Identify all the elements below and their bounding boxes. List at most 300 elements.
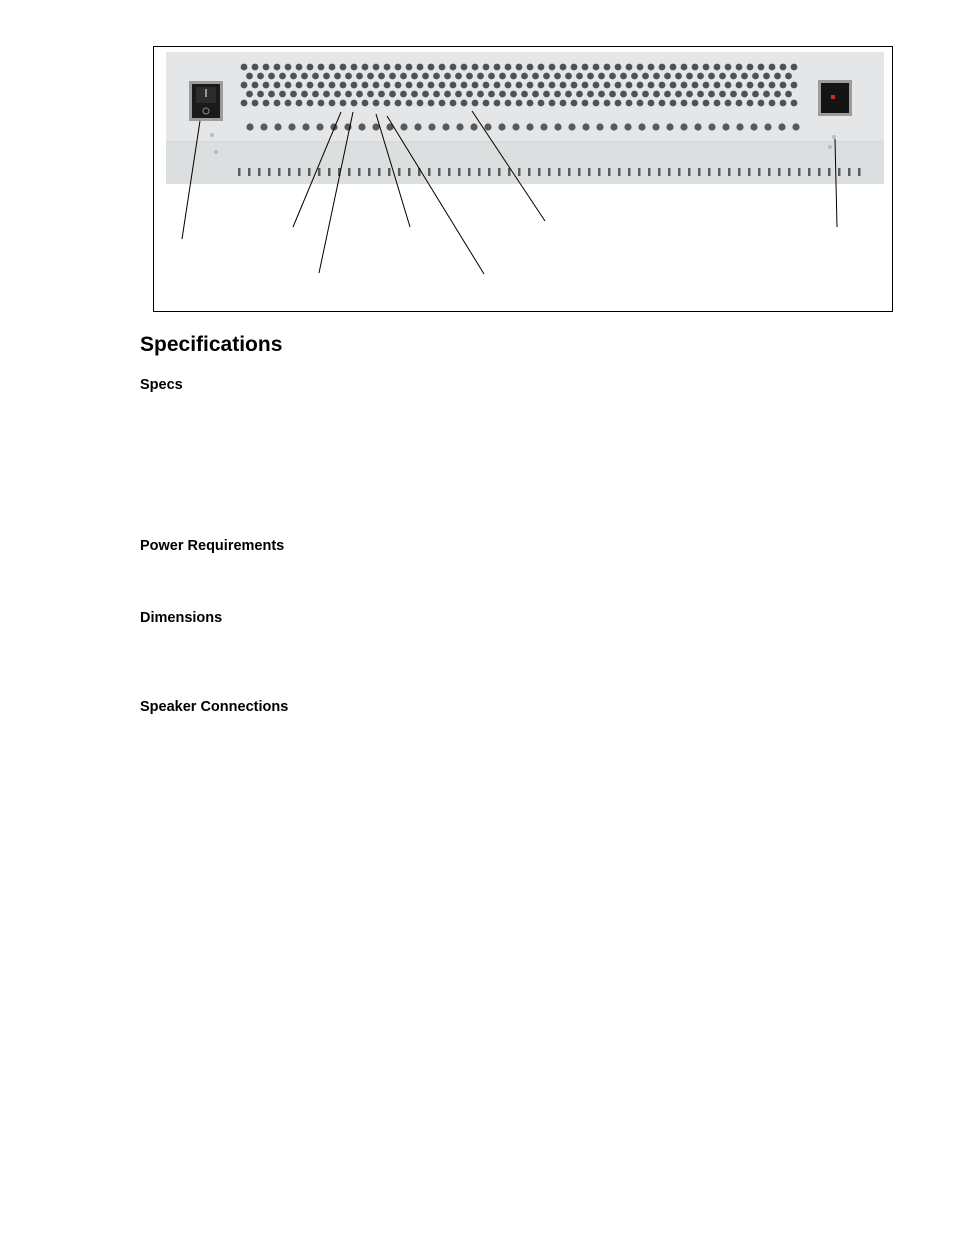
grille-hole xyxy=(246,73,253,80)
grille-hole xyxy=(626,100,633,107)
grille-hole xyxy=(780,82,787,89)
grille-hole xyxy=(692,82,699,89)
grille-hole xyxy=(604,100,611,107)
grille-hole xyxy=(263,64,270,71)
grille-hole xyxy=(593,100,600,107)
grille-hole xyxy=(532,91,539,98)
vent-slot xyxy=(388,168,391,176)
grille-hole xyxy=(499,91,506,98)
grille-hole xyxy=(708,123,715,130)
grille-hole xyxy=(596,123,603,130)
grille-hole xyxy=(477,91,484,98)
grille-hole xyxy=(329,82,336,89)
grille-hole xyxy=(774,91,781,98)
grille-hole xyxy=(351,100,358,107)
vent-slot xyxy=(648,168,651,176)
grille-hole xyxy=(505,82,512,89)
grille-hole xyxy=(615,64,622,71)
grille-hole xyxy=(598,73,605,80)
vent-slot xyxy=(608,168,611,176)
grille-hole xyxy=(510,91,517,98)
grille-hole xyxy=(307,64,314,71)
grille-hole xyxy=(428,82,435,89)
grille-hole xyxy=(764,123,771,130)
grille-hole xyxy=(318,64,325,71)
grille-hole xyxy=(378,73,385,80)
vent-slot xyxy=(458,168,461,176)
grille-hole xyxy=(752,91,759,98)
grille-hole xyxy=(670,82,677,89)
vent-slot xyxy=(728,168,731,176)
grille-hole xyxy=(477,73,484,80)
vent-slot xyxy=(668,168,671,176)
grille-hole xyxy=(279,73,286,80)
vent-slot xyxy=(808,168,811,176)
grille-hole xyxy=(512,123,519,130)
grille-hole xyxy=(241,100,248,107)
grille-hole xyxy=(736,64,743,71)
vent-slot xyxy=(438,168,441,176)
grille-hole xyxy=(670,64,677,71)
grille-hole xyxy=(334,73,341,80)
grille-hole xyxy=(329,64,336,71)
grille-hole xyxy=(395,64,402,71)
subheading-specs: Specs xyxy=(140,377,183,393)
grille-hole xyxy=(362,64,369,71)
grille-hole xyxy=(290,73,297,80)
grille-hole xyxy=(472,82,479,89)
grille-hole xyxy=(527,82,534,89)
grille-hole xyxy=(593,82,600,89)
grille-hole xyxy=(609,91,616,98)
grille-hole xyxy=(791,64,798,71)
grille-hole xyxy=(741,73,748,80)
grille-hole xyxy=(301,91,308,98)
grille-hole xyxy=(725,64,732,71)
vent-slot xyxy=(828,168,831,176)
grille-hole xyxy=(268,91,275,98)
grille-hole xyxy=(736,100,743,107)
grille-hole xyxy=(318,82,325,89)
grille-hole xyxy=(494,64,501,71)
grille-hole xyxy=(610,123,617,130)
grille-hole xyxy=(543,73,550,80)
grille-hole xyxy=(389,91,396,98)
grille-hole xyxy=(274,64,281,71)
grille-hole xyxy=(774,73,781,80)
grille-hole xyxy=(483,100,490,107)
grille-hole xyxy=(411,91,418,98)
grille-hole xyxy=(747,82,754,89)
grille-hole xyxy=(697,73,704,80)
grille-hole xyxy=(494,82,501,89)
grille-hole xyxy=(450,82,457,89)
grille-hole xyxy=(692,100,699,107)
grille-hole xyxy=(714,82,721,89)
vent-slot xyxy=(568,168,571,176)
grille-hole xyxy=(792,123,799,130)
grille-hole xyxy=(417,82,424,89)
grille-hole xyxy=(637,100,644,107)
grille-hole xyxy=(694,123,701,130)
vent-slot xyxy=(598,168,601,176)
grille-hole xyxy=(510,73,517,80)
grille-hole xyxy=(697,91,704,98)
grille-hole xyxy=(576,91,583,98)
vent-slot xyxy=(638,168,641,176)
grille-hole xyxy=(703,64,710,71)
grille-hole xyxy=(466,73,473,80)
subheading-speaker-connections: Speaker Connections xyxy=(140,699,289,715)
grille-hole xyxy=(334,91,341,98)
vent-slot xyxy=(328,168,331,176)
vent-slot xyxy=(478,168,481,176)
vent-slot xyxy=(788,168,791,176)
grille-hole xyxy=(400,91,407,98)
grille-hole xyxy=(362,82,369,89)
grille-hole xyxy=(406,82,413,89)
grille-hole xyxy=(323,91,330,98)
grille-hole xyxy=(498,123,505,130)
grille-hole xyxy=(549,82,556,89)
grille-hole xyxy=(659,64,666,71)
vent-slot xyxy=(298,168,301,176)
grille-hole xyxy=(538,82,545,89)
grille-hole xyxy=(620,91,627,98)
grille-hole xyxy=(384,100,391,107)
rear-panel-figure xyxy=(153,46,893,312)
grille-hole xyxy=(516,82,523,89)
grille-hole xyxy=(664,73,671,80)
grille-hole xyxy=(626,82,633,89)
grille-hole xyxy=(620,73,627,80)
vent-slot xyxy=(768,168,771,176)
grille-hole xyxy=(274,100,281,107)
grille-hole xyxy=(329,100,336,107)
grille-hole xyxy=(582,64,589,71)
grille-hole xyxy=(587,91,594,98)
grille-hole xyxy=(549,64,556,71)
grille-hole xyxy=(730,91,737,98)
grille-hole xyxy=(345,73,352,80)
grille-hole xyxy=(470,123,477,130)
grille-hole xyxy=(257,73,264,80)
grille-hole xyxy=(778,123,785,130)
grille-hole xyxy=(609,73,616,80)
grille-hole xyxy=(488,73,495,80)
grille-hole xyxy=(703,82,710,89)
grille-hole xyxy=(433,91,440,98)
grille-hole xyxy=(484,123,491,130)
grille-hole xyxy=(455,91,462,98)
grille-hole xyxy=(785,91,792,98)
grille-hole xyxy=(290,91,297,98)
grille-hole xyxy=(624,123,631,130)
grille-hole xyxy=(582,82,589,89)
grille-hole xyxy=(615,82,622,89)
grille-hole xyxy=(791,100,798,107)
chassis-lower-band xyxy=(166,142,884,184)
grille-hole xyxy=(637,82,644,89)
grille-hole xyxy=(301,73,308,80)
grille-hole xyxy=(367,91,374,98)
grille-hole xyxy=(582,123,589,130)
grille-hole xyxy=(389,73,396,80)
grille-hole xyxy=(554,91,561,98)
grille-hole xyxy=(428,123,435,130)
grille-hole xyxy=(659,100,666,107)
grille-hole xyxy=(499,73,506,80)
grille-hole xyxy=(241,82,248,89)
vent-slot xyxy=(858,168,861,176)
vent-slot xyxy=(698,168,701,176)
vent-slot xyxy=(348,168,351,176)
vent-slot xyxy=(578,168,581,176)
vent-slot xyxy=(518,168,521,176)
grille-hole xyxy=(450,100,457,107)
grille-hole xyxy=(758,82,765,89)
vent-slot xyxy=(688,168,691,176)
grille-hole xyxy=(642,91,649,98)
vent-slot xyxy=(658,168,661,176)
grille-hole xyxy=(358,123,365,130)
grille-hole xyxy=(356,91,363,98)
grille-hole xyxy=(351,64,358,71)
grille-hole xyxy=(571,64,578,71)
grille-hole xyxy=(747,100,754,107)
grille-hole xyxy=(439,100,446,107)
grille-hole xyxy=(246,123,253,130)
grille-hole xyxy=(285,82,292,89)
grille-hole xyxy=(722,123,729,130)
grille-hole xyxy=(372,123,379,130)
grille-hole xyxy=(659,82,666,89)
grille-hole xyxy=(340,64,347,71)
grille-hole xyxy=(312,91,319,98)
grille-hole xyxy=(747,64,754,71)
grille-hole xyxy=(274,123,281,130)
grille-hole xyxy=(246,91,253,98)
grille-hole xyxy=(686,91,693,98)
vent-slot xyxy=(398,168,401,176)
grille-hole xyxy=(307,100,314,107)
grille-hole xyxy=(296,82,303,89)
grille-hole xyxy=(411,73,418,80)
grille-hole xyxy=(648,64,655,71)
grille-hole xyxy=(340,100,347,107)
grille-hole xyxy=(302,123,309,130)
grille-hole xyxy=(444,91,451,98)
vent-slot xyxy=(488,168,491,176)
grille-hole xyxy=(666,123,673,130)
grille-hole xyxy=(439,64,446,71)
grille-hole xyxy=(549,100,556,107)
grille-hole xyxy=(736,82,743,89)
grille-hole xyxy=(670,100,677,107)
grille-hole xyxy=(763,91,770,98)
vent-slot xyxy=(778,168,781,176)
grille-hole xyxy=(763,73,770,80)
grille-hole xyxy=(257,91,264,98)
grille-hole xyxy=(367,73,374,80)
grille-hole xyxy=(604,64,611,71)
grille-hole xyxy=(414,123,421,130)
subheading-power-requirements: Power Requirements xyxy=(140,538,285,554)
grille-hole xyxy=(532,73,539,80)
grille-hole xyxy=(439,82,446,89)
vent-slot xyxy=(738,168,741,176)
grille-hole xyxy=(758,100,765,107)
grille-hole xyxy=(780,64,787,71)
grille-hole xyxy=(288,123,295,130)
grille-hole xyxy=(769,64,776,71)
grille-hole xyxy=(750,123,757,130)
grille-hole xyxy=(648,100,655,107)
grille-hole xyxy=(316,123,323,130)
grille-hole xyxy=(598,91,605,98)
vent-slot xyxy=(678,168,681,176)
vent-slot xyxy=(558,168,561,176)
grille-hole xyxy=(461,64,468,71)
grille-hole xyxy=(521,73,528,80)
vent-slot xyxy=(378,168,381,176)
vent-slot xyxy=(548,168,551,176)
grille-hole xyxy=(505,64,512,71)
grille-hole xyxy=(307,82,314,89)
grille-hole xyxy=(686,73,693,80)
grille-hole xyxy=(571,82,578,89)
grille-hole xyxy=(428,100,435,107)
grille-hole xyxy=(318,100,325,107)
grille-hole xyxy=(252,82,259,89)
grille-hole xyxy=(736,123,743,130)
grille-hole xyxy=(400,123,407,130)
grille-hole xyxy=(708,73,715,80)
vent-slot xyxy=(288,168,291,176)
grille-hole xyxy=(373,82,380,89)
grille-hole xyxy=(406,64,413,71)
grille-hole xyxy=(279,91,286,98)
grille-hole xyxy=(576,73,583,80)
grille-hole xyxy=(725,82,732,89)
grille-hole xyxy=(260,123,267,130)
vent-slot xyxy=(278,168,281,176)
grille-hole xyxy=(241,64,248,71)
grille-hole xyxy=(653,91,660,98)
grille-hole xyxy=(582,100,589,107)
grille-hole xyxy=(648,82,655,89)
grille-hole xyxy=(395,82,402,89)
grille-hole xyxy=(252,100,259,107)
vent-slot xyxy=(798,168,801,176)
grille-hole xyxy=(780,100,787,107)
grille-hole xyxy=(516,64,523,71)
vent-slot xyxy=(448,168,451,176)
grille-hole xyxy=(571,100,578,107)
grille-hole xyxy=(373,64,380,71)
grille-hole xyxy=(433,73,440,80)
vent-slot xyxy=(708,168,711,176)
grille-hole xyxy=(527,64,534,71)
grille-hole xyxy=(725,100,732,107)
vent-slot xyxy=(468,168,471,176)
grille-hole xyxy=(638,123,645,130)
grille-hole xyxy=(527,100,534,107)
grille-hole xyxy=(652,123,659,130)
grille-hole xyxy=(560,64,567,71)
grille-hole xyxy=(692,64,699,71)
grille-hole xyxy=(675,73,682,80)
grille-hole xyxy=(681,100,688,107)
grille-hole xyxy=(263,100,270,107)
grille-hole xyxy=(417,64,424,71)
grille-hole xyxy=(483,64,490,71)
grille-hole xyxy=(791,82,798,89)
grille-hole xyxy=(540,123,547,130)
grille-hole xyxy=(538,64,545,71)
grille-hole xyxy=(521,91,528,98)
grille-hole xyxy=(268,73,275,80)
grille-hole xyxy=(455,73,462,80)
grille-hole xyxy=(560,100,567,107)
grille-hole xyxy=(554,73,561,80)
grille-hole xyxy=(675,91,682,98)
grille-hole xyxy=(483,82,490,89)
grille-hole xyxy=(593,64,600,71)
grille-hole xyxy=(680,123,687,130)
grille-hole xyxy=(604,82,611,89)
vent-slot xyxy=(848,168,851,176)
grille-hole xyxy=(356,73,363,80)
vent-slot xyxy=(358,168,361,176)
grille-hole xyxy=(516,100,523,107)
grille-hole xyxy=(312,73,319,80)
vent-slot xyxy=(718,168,721,176)
vent-slot xyxy=(258,168,261,176)
grille-hole xyxy=(714,100,721,107)
grille-hole xyxy=(384,64,391,71)
grille-hole xyxy=(769,100,776,107)
grille-hole xyxy=(285,64,292,71)
grille-hole xyxy=(296,64,303,71)
vent-slot xyxy=(588,168,591,176)
vent-slot xyxy=(628,168,631,176)
grille-hole xyxy=(351,82,358,89)
grille-hole xyxy=(703,100,710,107)
vent-slot xyxy=(538,168,541,176)
grille-hole xyxy=(444,73,451,80)
grille-hole xyxy=(384,82,391,89)
vent-slot xyxy=(248,168,251,176)
grille-hole xyxy=(373,100,380,107)
vent-slot xyxy=(238,168,241,176)
grille-hole xyxy=(400,73,407,80)
grille-hole xyxy=(422,73,429,80)
grille-hole xyxy=(450,64,457,71)
grille-hole xyxy=(681,64,688,71)
grille-hole xyxy=(565,73,572,80)
grille-hole xyxy=(461,100,468,107)
vent-slot xyxy=(368,168,371,176)
vent-slot xyxy=(268,168,271,176)
vent-slot xyxy=(618,168,621,176)
grille-hole xyxy=(505,100,512,107)
grille-hole xyxy=(631,73,638,80)
grille-hole xyxy=(442,123,449,130)
vent-slot xyxy=(818,168,821,176)
vent-slot xyxy=(498,168,501,176)
grille-hole xyxy=(741,91,748,98)
